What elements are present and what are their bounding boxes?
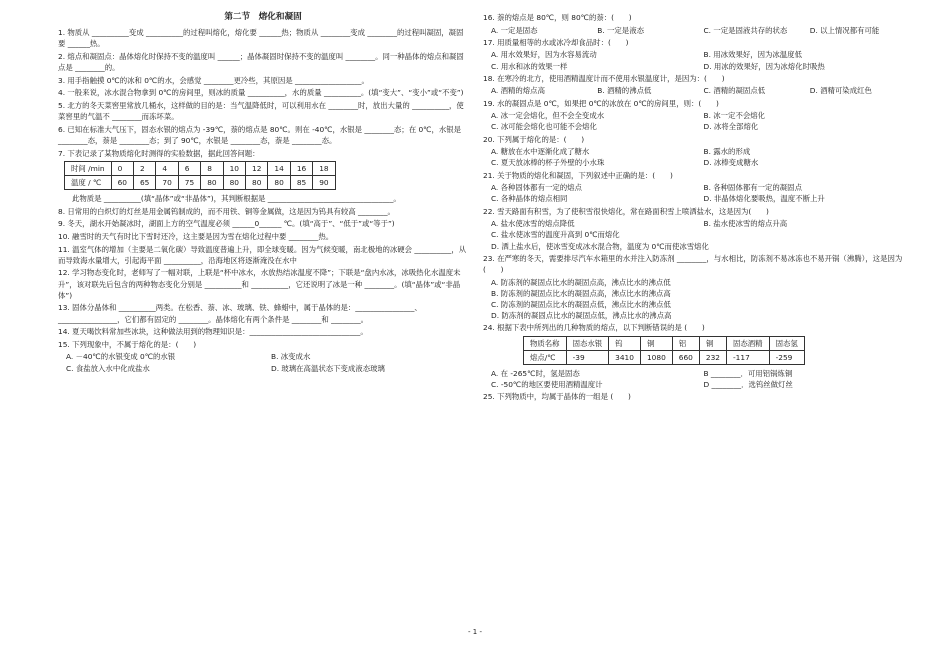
question-22: 22. 雪天路面有积雪，为了使积雪很快熔化，常在路面积雪上喷洒盐水，这是因为( )	[483, 206, 769, 216]
table-cell: 10	[223, 161, 245, 175]
question-19-options	[483, 110, 908, 132]
option-b: B. 一定是液态	[597, 25, 644, 35]
option-c: C. 用水和冰的效果一样	[491, 61, 568, 71]
question-24: 24. 根据下表中所列出的几种物质的熔点，以下判断错误的是 ( )	[483, 323, 705, 333]
option-a: A. 糖放在水中逐渐化成了糖水	[491, 147, 590, 157]
question-23: 23. 在严寒的冬天，需要排尽汽车水箱里的水并注入防冻剂 ________，与水相比，防冻剂不易冰冻也不易开锅（沸腾），这是因为 ( )	[483, 253, 905, 274]
option-c: C. 酒精的凝固点低	[703, 86, 766, 96]
option-d: D. 以上情况都有可能	[809, 25, 880, 35]
table-cell: 80	[268, 175, 290, 189]
table-cell: 固态水银	[566, 336, 609, 350]
table-cell: 14	[268, 161, 290, 175]
table-cell: 75	[178, 175, 200, 189]
question-16-options	[483, 25, 908, 36]
table-cell: 3410	[609, 350, 641, 364]
question-9: 9. 冬天，湖水开始凝冰时，湖面上方的空气温度必须 ______0______ ℃。(填“高于”、“低于”或“等于”)	[58, 219, 395, 229]
option-a: A. －40℃的水银变成 0℃的水银	[66, 352, 176, 362]
option-a: A. 用水效果好，因为水容易流动	[491, 50, 597, 60]
question-5: 5. 北方的冬天菜窖里常放几桶水，这样做的目的是：当气温降低时，可以利用水在 ________时，放出大量的 __________，使菜窖里的气温不 ________而冻坏菜。	[58, 100, 464, 122]
table-cell: 80	[246, 175, 268, 189]
table-cell: 80	[201, 175, 223, 189]
question-13: 13. 固体分晶体和 __________两类。在松香、萘、冰、玻璃、铁、蜂蜡中，属于晶体的是：________________、________________，它们都有固定的 ________。晶体熔化有两个条件是 ________和 ________。	[58, 303, 422, 324]
table-cell: 2	[133, 161, 155, 175]
table-cell: 8	[201, 161, 223, 175]
table-cell: 4	[156, 161, 178, 175]
table-row	[524, 336, 805, 350]
question-18-options	[483, 85, 908, 96]
table-cell: 固态酒精	[727, 336, 770, 350]
table-cell: 85	[290, 175, 312, 189]
option-d: D. 用冰的效果好，因为冰熔化时吸热	[703, 61, 825, 71]
option-d: D. 玻璃在高温状态下变成液态玻璃	[271, 363, 385, 373]
table-cell: 0	[111, 161, 133, 175]
table-cell: 6	[178, 161, 200, 175]
table-row	[524, 350, 805, 364]
option-a: A. 在 -265℃时，氢是固态	[491, 369, 580, 379]
table-cell: 16	[290, 161, 312, 175]
question-17: 17. 用质量相等的水或冰冷却食品时：( )	[483, 37, 629, 47]
table-cell: 时间 /min	[65, 161, 112, 175]
question-15-options	[58, 351, 468, 373]
table-cell: 熔点/℃	[524, 350, 567, 364]
option-b: B. 冰一定不会熔化	[703, 111, 766, 121]
right-column	[483, 12, 908, 404]
question-8: 8. 日常用的白炽灯的灯丝是用金属钨制成的，而不用铁、铜等金属做，这是因为钨具有较高 ________。	[58, 206, 395, 216]
option-d: D ________．选钨丝做灯丝	[703, 380, 793, 390]
option-a: A. 各种固体都有一定的熔点	[491, 183, 582, 193]
option-a: A. 盐水使冰雪的熔点降低	[491, 219, 575, 229]
table-cell: 1080	[640, 350, 672, 364]
table-cell: -117	[727, 350, 770, 364]
question-12: 12. 学习物态变化时，老师写了一幅对联，上联是“杯中冰水，水放热结冰温度不降”；下联是“盘内水冰，冰吸热化水温度未升”，该对联先后包含的两种物态变化分别是 __________和 __________，它还说明了冰是一种 ________。(填“晶体”或“非晶体”)	[58, 268, 461, 300]
question-20: 20. 下列属于熔化的是：( )	[483, 134, 585, 144]
table-cell: 铜	[640, 336, 672, 350]
question-6: 6. 已知在标准大气压下，固态水银的熔点为 -39℃，萘的熔点是 80℃。则在 -40℃，水银是 ________态；在 0℃，水银是 ________态，萘是 ________态；到了 90℃，水银是 ________态，萘是 ________态。	[58, 124, 464, 145]
question-19: 19. 水的凝固点是 0℃，如果把 0℃的冰放在 0℃的房间里，则：( )	[483, 98, 719, 108]
table-cell: 物质名称	[524, 336, 567, 350]
question-23-options	[483, 277, 908, 322]
option-b: B. 酒精的沸点低	[597, 86, 652, 96]
option-b: B. 盐水使冰雪的熔点升高	[703, 219, 788, 229]
table-row	[65, 175, 336, 189]
option-c: C. -50℃的地区要使用酒精温度计	[491, 380, 603, 390]
table-cell: 铝	[672, 336, 699, 350]
option-a: A. 冰一定会熔化，但不会全变成水	[491, 111, 605, 121]
option-a: A. 酒精的熔点高	[491, 86, 545, 96]
question-1: 1. 物质从 __________变成 __________的过程叫熔化，熔化要 ______热；物质从 ________变成 ________的过程叫凝固，凝固要 ______热。	[58, 28, 464, 49]
question-20-options	[483, 146, 908, 168]
option-c: C. 食盐放入水中化成盐水	[66, 363, 150, 373]
question-17-options	[483, 49, 908, 71]
table-row	[65, 161, 336, 175]
option-c: C. 防冻剂的凝固点比水的凝固点低，沸点比水的沸点低	[491, 300, 671, 309]
option-c: C. 各种晶体的熔点相同	[491, 194, 568, 204]
question-4: 4. 一般来说，冰水混合物拿到 0℃的房间里，则冰的质量 __________，水的质量 __________。(填“变大”、“变小”或“不变”)	[58, 88, 464, 98]
question-25: 25. 下列物质中，均属于晶体的一组是 ( )	[483, 392, 631, 402]
table-cell: 钨	[609, 336, 641, 350]
option-b: B. 用冰效果好，因为冰温度低	[703, 50, 802, 60]
table-cell: 固态氢	[769, 336, 804, 350]
table-cell: 660	[672, 350, 699, 364]
page-number: - 1 -	[468, 628, 482, 636]
question-3: 3. 用手指触摸 0℃的冰和 0℃的水，会感觉 ________更冷些，其原因是 __________________。	[58, 75, 369, 85]
question-21: 21. 关于物质的熔化和凝固，下列叙述中正确的是：( )	[483, 170, 673, 180]
table-cell: 温度 / ℃	[65, 175, 112, 189]
option-c: C. 夏天放冰棒的杯子外壁的小水珠	[491, 158, 605, 168]
option-a: A. 防冻剂的凝固点比水的凝固点高，沸点比水的沸点低	[491, 277, 671, 287]
option-d: D. 非晶体熔化要吸热，温度不断上升	[703, 194, 825, 204]
table-cell: 70	[156, 175, 178, 189]
question-15: 15. 下列现象中，不属于熔化的是：( )	[58, 339, 197, 349]
option-d: D. 酒精可染成红色	[809, 86, 872, 96]
table-cell: 12	[246, 161, 268, 175]
option-b: B. 各种固体都有一定的凝固点	[703, 183, 802, 193]
table-cell: -39	[566, 350, 609, 364]
table-cell: 65	[133, 175, 155, 189]
question-14: 14. 夏天喝饮料常加些冰块，这种做法用到的物理知识是：______________________________。	[58, 327, 368, 337]
question-22-options	[483, 218, 908, 252]
table-cell: 90	[313, 175, 335, 189]
option-c: C. 盐水使冰雪的温度升高到 0℃而熔化	[491, 230, 620, 240]
option-b: B. 冰变成水	[271, 352, 311, 362]
question-2: 2. 熔点和凝固点：晶体熔化时保持不变的温度叫 ______；晶体凝固时保持不变的温度叫 ________。同一种晶体的熔点和凝固点是 ________的。	[58, 52, 464, 73]
table-cell: 18	[313, 161, 335, 175]
option-c: C. 一定是固液共存的状态	[703, 25, 788, 35]
option-d: D. 冰棒变成糖水	[703, 158, 759, 168]
option-d: D. 冰将全部熔化	[703, 122, 759, 132]
question-7: 7. 下表记录了某物质熔化时测得的实验数据，据此回答问题：	[58, 148, 260, 158]
option-c: C. 冰可能会熔化也可能不会熔化	[491, 122, 597, 132]
table-cell: 80	[223, 175, 245, 189]
option-a: A. 一定是固态	[491, 25, 538, 35]
option-b: B. 防冻剂的凝固点比水的凝固点高，沸点比水的沸点高	[491, 288, 671, 298]
data-table-7	[64, 161, 336, 190]
table-cell: 铜	[699, 336, 726, 350]
option-b: B ________．可用铝锅炼铜	[703, 369, 793, 379]
question-16: 16. 萘的熔点是 80℃，则 80℃的萘：( )	[483, 13, 632, 22]
melting-point-table	[523, 336, 805, 365]
table-cell: 60	[111, 175, 133, 189]
question-7-part-b: 此物质是 __________(填“晶体”或“非晶体”)，其判断根据是 __________________________________。	[72, 194, 401, 204]
option-b: B. 露水的形成	[703, 147, 751, 157]
table-cell: 232	[699, 350, 726, 364]
option-d: D. 洒上盐水后，使冰雪变成冰水混合物，温度为 0℃而使冰雪熔化	[491, 241, 709, 251]
table-cell: -259	[769, 350, 804, 364]
question-11: 11. 温室气体的增加（主要是二氧化碳）导致温度普遍上升，即全球变暖。因为气候变暖，南北极地的冰硬会 __________，从而导致海水量增大，引起海平面 __________，沿海地区将逐渐淹没在水中	[58, 244, 467, 265]
question-10: 10. 融雪时的天气有时比下雪时还冷，这主要是因为雪在熔化过程中要 ________热。	[58, 231, 334, 241]
page-title: 第二节 熔化和凝固	[224, 12, 302, 22]
option-d: D. 防冻剂的凝固点比水的凝固点低，沸点比水的沸点高	[491, 311, 672, 321]
left-column	[58, 12, 468, 375]
question-18: 18. 在寒冷的北方，使用酒精温度计而不使用水银温度计，是因为：( )	[483, 73, 725, 83]
question-24-options	[483, 368, 908, 390]
question-21-options	[483, 182, 908, 204]
